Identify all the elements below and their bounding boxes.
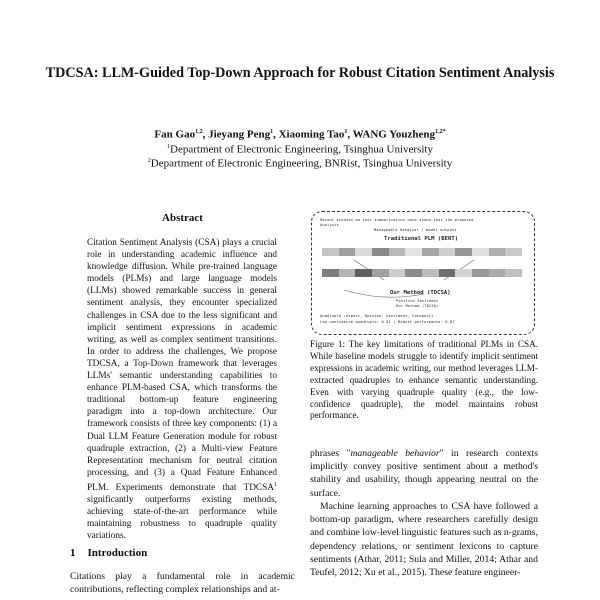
affiliation-text: Department of Electronic Engineering, BNRist, Tsinghua University xyxy=(150,157,453,170)
body-text: phrases " xyxy=(310,448,351,459)
abstract-body xyxy=(87,237,277,542)
body-text: " in research contexts implicitly convey positive sentiment about a method's stability and usability, though appearing neutral on the surface. xyxy=(310,448,538,499)
figure-text-line: Our Method (TDCSA) xyxy=(396,304,439,308)
author-affil-mark: 1 xyxy=(344,129,348,135)
author-list: Fan Gao$^{1,2}$, Jieyang Peng$^1$, Xiaoming Tao$^1$, WANG Youzheng$^{1,2*}$ xyxy=(154,128,446,141)
affiliation-text: Department of Electronic Engineering, Tsinghua University xyxy=(170,143,433,156)
emphasized-phrase: manageable behavior xyxy=(350,448,440,459)
figure-label-baseline: Traditional PLM (BERT) xyxy=(384,236,459,242)
body-paragraph xyxy=(310,447,538,500)
token-cell xyxy=(505,269,522,277)
affiliation-mark: 1 xyxy=(167,144,171,150)
token-cell xyxy=(489,269,506,277)
figure-text-line: Recent studies on text summarization have shown that the proposed xyxy=(320,218,474,222)
author-name: WANG Youzheng xyxy=(352,128,436,141)
body-paragraph: Machine learning approaches to CSA have followed a bottom-up paradigm, where researchers carefully design and combine low-level linguistic features such as n-grams, dependency relations, or sentiment lexicons to capture sentiments (Athar, 2011; Sula and Miller, 2014; Athar and Teufel, 2012; Xu et al., 2015). These feature engineer- xyxy=(310,501,538,579)
footnote-mark: 1 xyxy=(274,481,277,488)
figure-label-ours: Our Method (TDCSA) xyxy=(390,290,451,296)
author-name: Xiaoming Tao xyxy=(278,128,345,141)
figure-text-line: Quadruple (Aspect, Opinion, Sentiment, Category) xyxy=(320,314,434,318)
author-affil-mark: 1 xyxy=(270,129,274,135)
token-cell xyxy=(439,269,456,277)
affiliation-2 xyxy=(40,155,560,171)
token-cell xyxy=(389,269,406,277)
figure-1 xyxy=(311,211,535,335)
figure-caption: Figure 1: The key limitations of traditional PLMs in CSA. While baseline models struggle to identify implicit sentiment expressions in academic writing, our method leverages LLM-extracted quadruples to enhance semantic understanding. Even with varying quadruple quality (e.g., the low-confidence quadruple), the model maintains robust performance. xyxy=(310,339,538,421)
figure-arrows xyxy=(324,250,524,306)
section-heading-introduction xyxy=(70,547,147,559)
author-affil-mark: 1,2 xyxy=(195,129,203,135)
abstract-text-end: significantly outperforms existing methods, achieving state-of-the-art performance while maintaining robustness to quadruple quality variations. xyxy=(87,495,277,542)
affiliation-mark: 2 xyxy=(147,158,151,164)
token-cell xyxy=(472,269,489,277)
token-cell xyxy=(355,269,372,277)
abstract-heading: Abstract xyxy=(162,212,203,224)
author-affil-mark: 1,2* xyxy=(435,129,446,135)
author-name: Fan Gao xyxy=(154,128,196,141)
token-cell xyxy=(422,269,439,277)
token-cell xyxy=(372,269,389,277)
token-cell xyxy=(455,269,472,277)
section-number: 1 xyxy=(70,547,76,559)
token-cell xyxy=(405,269,422,277)
abstract-text: Citation Sentiment Analysis (CSA) plays a crucial role in understanding academic influence and knowledge diffusion. While pre-trained language models (PLMs) and large language models (LLMs) showed remarkable success in general sentiment analysis, they encounter specialized challenges in CSA due to the less significant and implicit sentiment expressions in academic writing, as well as complex sentiment transitions. In order to address the challenges, We propose TDCSA, a Top-Down framework that leverages LLMs' semantic understanding capabilities to enhance PLM-based CSA, which transforms the traditional bottom-up feature engineering paradigm into a top-down architecture. Our framework consists of three key components: (1) a Dual LLM Feature Generation module for robust quadruple extraction, (2) a Multi-view Feature Representation mechanism for neutral citation processing, and (3) a Quad Feature Enhanced PLM. Experiments demonstrate that TDCSA xyxy=(87,238,277,493)
figure-text-line: Manageable behavior / model outputs xyxy=(374,228,457,232)
figure-text-line: Low-confidence quadruple: 0.51 | Robust performance: 0.87 xyxy=(320,320,455,324)
token-cell xyxy=(322,269,339,277)
figure-text-line: Analysis xyxy=(320,223,339,227)
paper-title: TDCSA: LLM-Guided Top-Down Approach for Robust Citation Sentiment Analysis xyxy=(45,65,555,81)
author-name: Jieyang Peng xyxy=(208,128,271,141)
token-heatmap-ours xyxy=(322,269,522,277)
section-title: Introduction xyxy=(87,547,148,559)
introduction-paragraph: Citations play a fundamental role in academic contributions, reflecting complex relationships and at- xyxy=(70,571,295,595)
figure-text-line: Positive Sentiment xyxy=(396,299,439,303)
token-cell xyxy=(339,269,356,277)
